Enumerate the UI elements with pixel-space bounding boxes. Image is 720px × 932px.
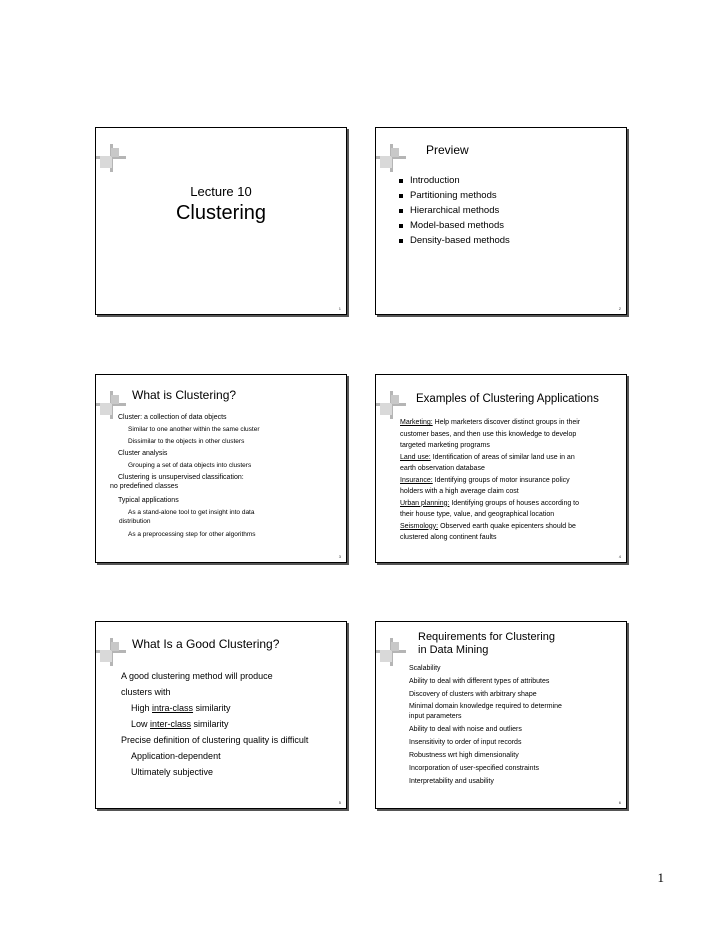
slide-title: What is Clustering? [132, 388, 237, 402]
list-item: Density-based methods [399, 235, 510, 250]
slide-3 [95, 374, 347, 563]
list-item: Low inter-class similarity [131, 719, 229, 729]
list-item: Application-dependent [131, 751, 221, 761]
slide-number: 2 [618, 306, 621, 311]
list-item: Partitioning methods [399, 190, 510, 205]
slide-decoration [376, 144, 406, 172]
list-item: As a preprocessing step for other algorithms [128, 531, 256, 538]
slide-1 [95, 127, 347, 315]
slide-4 [375, 374, 627, 563]
slide-title: Requirements for Clustering in Data Mining [418, 631, 555, 656]
slide-title: Clustering [175, 202, 267, 224]
list-item: Precise definition of clustering quality is difficult [121, 735, 309, 745]
slide-number: 1 [338, 306, 341, 311]
list-item: High intra-class similarity [131, 703, 231, 713]
list-item: Dissimilar to the objects in other clusters [128, 438, 245, 445]
slide-number: 3 [338, 554, 341, 559]
slide-body [110, 413, 344, 542]
list-item: Grouping a set of data objects into clusters [128, 462, 252, 469]
list-item: Typical applications [118, 497, 179, 504]
list-item: Ability to deal with different types of attributes [409, 677, 550, 685]
list-item: Cluster: a collection of data objects [118, 414, 227, 421]
slide-5 [95, 621, 347, 809]
list-item: Cluster analysis [118, 450, 168, 457]
list-item: Introduction [399, 175, 510, 190]
slide-body [399, 663, 623, 788]
list-item: Ultimately subjective [131, 767, 214, 777]
list-item: Land use: Identification of areas of similar land use in an earth observation database [400, 453, 575, 472]
list-item: Hierarchical methods [399, 205, 510, 220]
slide-title: What Is a Good Clustering? [132, 637, 280, 651]
list-item: Incorporation of user-specified constraints [409, 764, 539, 772]
slide-decoration [376, 391, 406, 419]
slide-number: 4 [618, 554, 621, 559]
bullet-list [399, 175, 510, 250]
slide-decoration [96, 144, 126, 172]
slide-2 [375, 127, 627, 315]
list-item: Interpretability and usability [409, 777, 494, 785]
slide-number: 6 [618, 800, 621, 805]
list-item: Urban planning: Identifying groups of houses according to their house type, value, and geographical location [400, 499, 580, 518]
list-item: Minimal domain knowledge required to determine input parameters [409, 703, 562, 721]
list-item: Insensitivity to order of input records [409, 739, 522, 747]
list-item: Clustering is unsupervised classification: no predefined classes [110, 474, 244, 490]
slide-number: 5 [338, 800, 341, 805]
list-item: Scalability [409, 665, 441, 672]
slide-title: Examples of Clustering Applications [416, 393, 599, 405]
list-item: As a stand-alone tool to get insight into data distribution [119, 509, 255, 525]
slide-6 [375, 621, 627, 809]
list-item: Model-based methods [399, 220, 510, 235]
slide-title: Preview [426, 143, 469, 157]
slide-body [391, 417, 625, 544]
slide-decoration [96, 638, 126, 666]
list-item: Insurance: Identifying groups of motor insurance policy holders with a high average claim cost [400, 476, 570, 495]
slide-decoration [376, 638, 406, 666]
list-item: Discovery of clusters with arbitrary shape [409, 690, 537, 698]
list-item: Marketing: Help marketers discover distinct groups in their customer bases, and then use this knowledge to develop targeted marketing programs [400, 419, 581, 449]
list-item: A good clustering method will produce clusters with [121, 671, 273, 697]
list-item: Ability to deal with noise and outliers [409, 726, 522, 734]
lecture-label: Lecture 10 [190, 184, 252, 199]
list-item: Similar to one another within the same cluster [128, 426, 260, 433]
list-item: Seismology: Observed earth quake epicenters should be clustered along continent faults [400, 522, 576, 541]
page-number: 1 [657, 870, 664, 885]
list-item: Robustness wrt high dimensionality [409, 751, 519, 759]
slide-body [111, 668, 345, 780]
